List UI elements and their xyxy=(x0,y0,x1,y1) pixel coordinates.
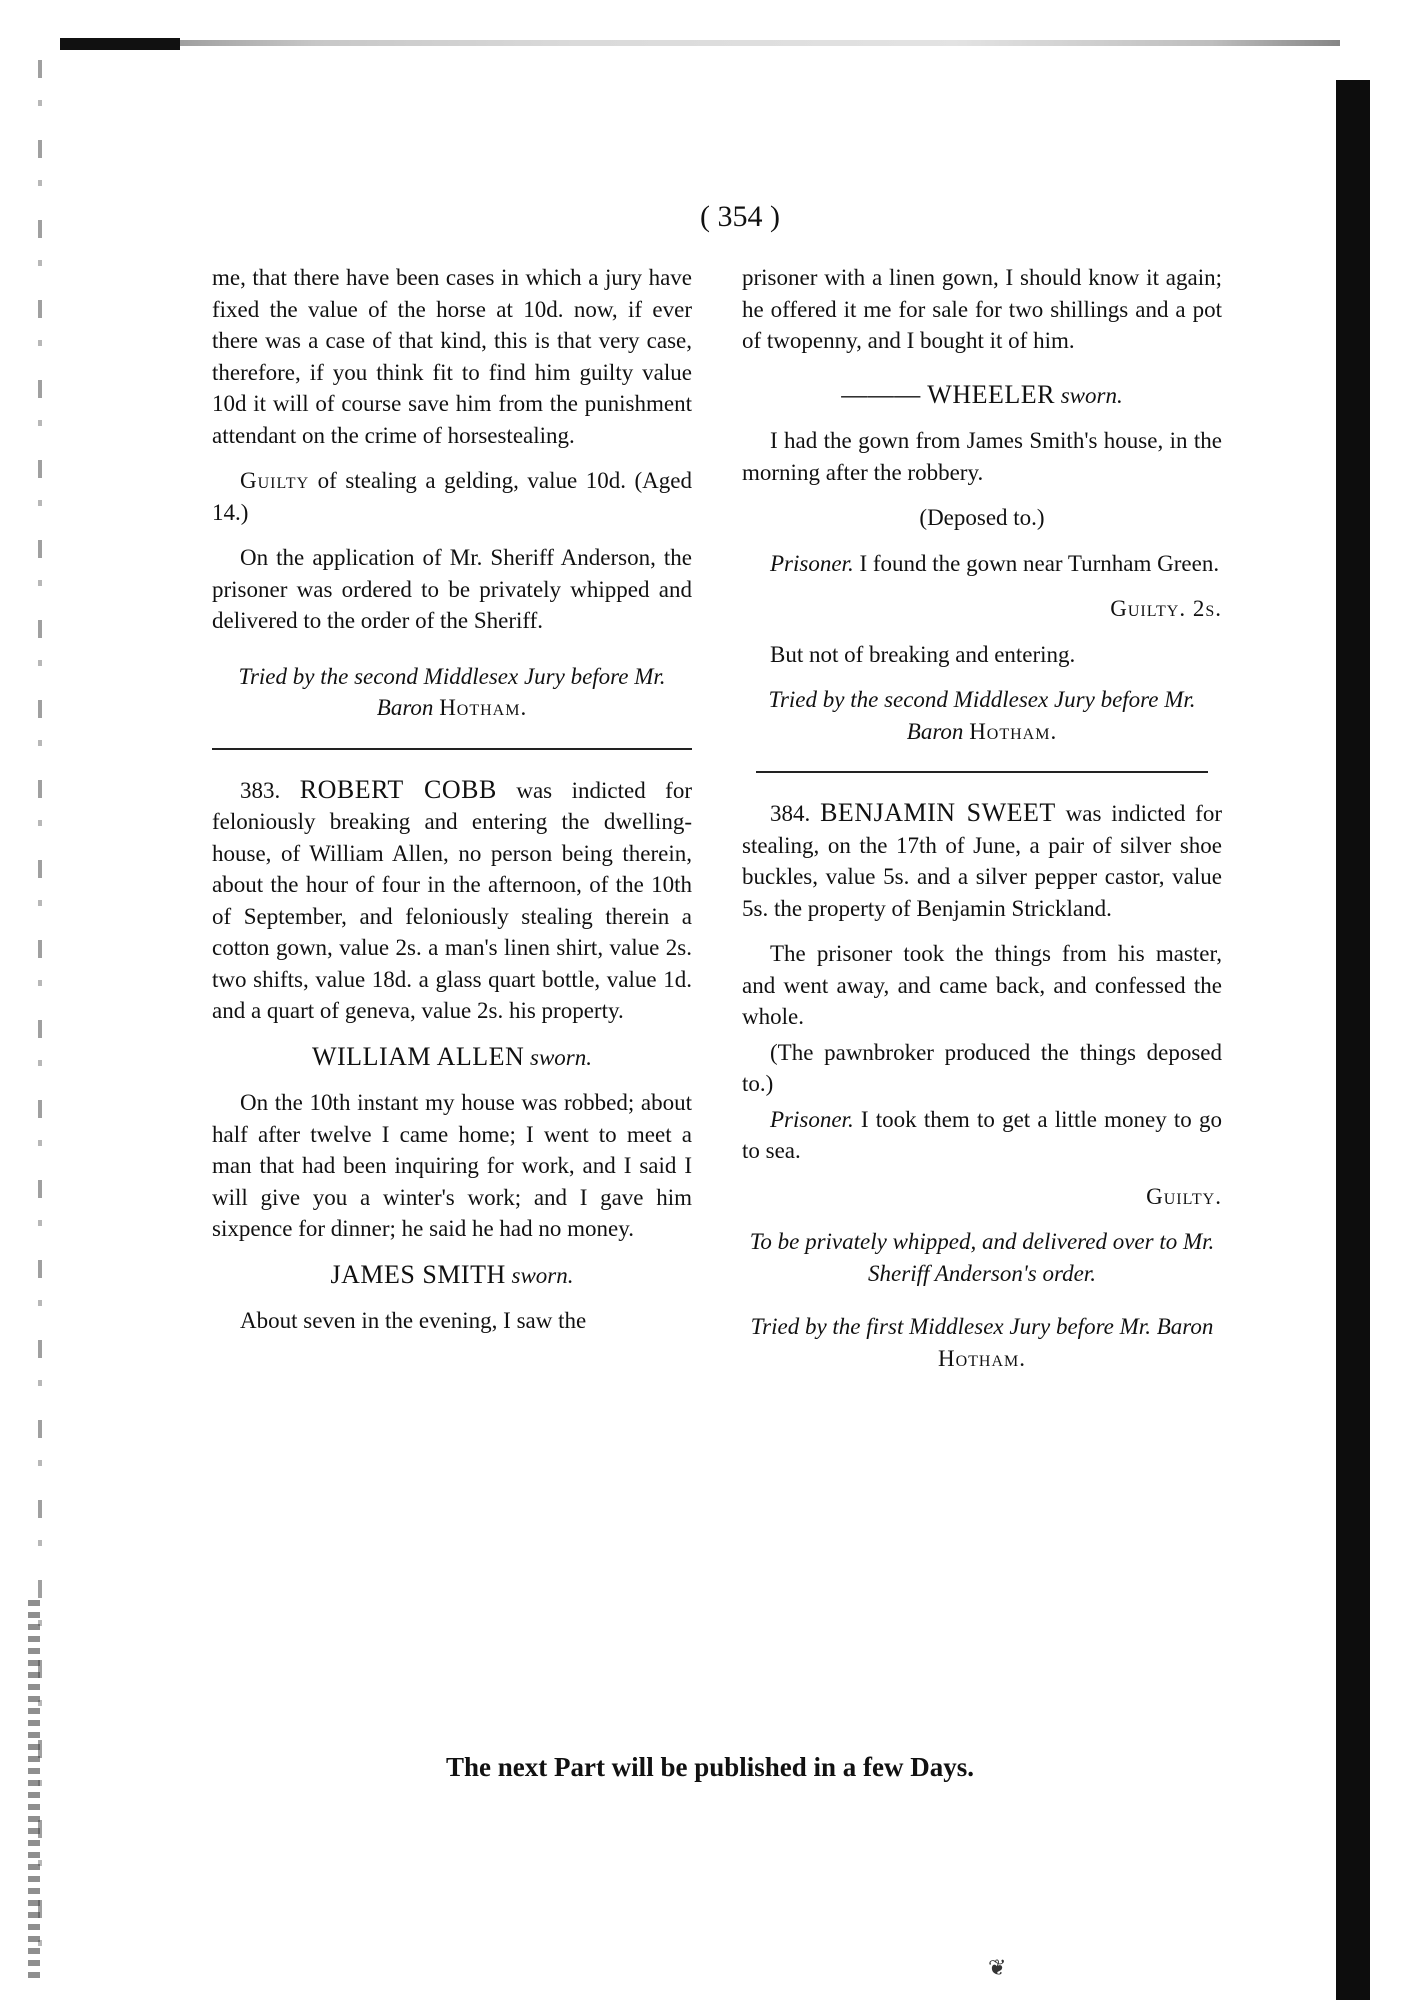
verdict-text: Guilty. xyxy=(1146,1183,1222,1209)
paragraph: The prisoner took the things from his master, and went away, and came back, and confessed the whole. xyxy=(742,941,1222,1029)
section-rule xyxy=(212,748,692,750)
next-part-notice: The next Part will be published in a few Days. xyxy=(445,1752,975,1782)
prisoner-label: Prisoner. xyxy=(770,550,854,576)
section-rule xyxy=(756,771,1207,773)
scan-left-binding xyxy=(28,1600,40,1980)
paragraph: prisoner with a linen gown, I should know it again; he offered it me for sale for two shillings and a pot of twopenny, and I bought it of him. xyxy=(742,265,1222,353)
verdict-text: Guilty. 2s. xyxy=(1110,596,1222,621)
case-number: 384. xyxy=(770,801,811,826)
case-text: was indicted for stealing, on the 17th of June, a pair of silver shoe buckles, value 5s. and a silver pepper castor, value 5s. the property of Benjamin Strickland. xyxy=(742,801,1222,921)
witness-heading xyxy=(212,1041,692,1074)
defendant-name: ROBERT COBB xyxy=(299,774,497,804)
verdict-word: Guilty xyxy=(240,468,310,493)
tried-by-note xyxy=(212,661,692,724)
witness-name: WILLIAM ALLEN xyxy=(311,1041,525,1071)
tried-by-text: Tried by the second Middlesex Jury before Mr. Baron xyxy=(238,663,666,720)
sworn-label: sworn. xyxy=(1060,382,1123,408)
case-number: 383. xyxy=(240,777,281,803)
prisoner-text: I found the gown near Turnham Green. xyxy=(853,550,1220,576)
tried-by-text: Tried by the first Middlesex Jury before Mr. Baron xyxy=(750,1314,1214,1339)
testimony: On the 10th instant my house was robbed; about half after twelve I came home; I went to meet a man that had been inquiring for work, and I said I will give you a winter's work; and I gave him sixpence for dinner; he said he had no money. xyxy=(212,1090,692,1241)
page-number: ( 354 ) xyxy=(700,200,780,233)
witness-heading xyxy=(212,1259,692,1292)
left-column xyxy=(212,262,692,1351)
verdict xyxy=(742,1181,1222,1213)
judge-name: Hotham. xyxy=(969,718,1058,744)
tried-by-text: Tried by the second Middlesex Jury before Mr. Baron xyxy=(768,687,1196,744)
sworn-label: sworn. xyxy=(530,1044,593,1070)
paragraph: On the application of Mr. Sheriff Anderson, the prisoner was ordered to be privately whipped and delivered to the order of the Sheriff. xyxy=(212,545,692,633)
verdict-paragraph xyxy=(212,465,692,528)
right-column xyxy=(742,262,1222,1388)
prisoner-statement xyxy=(742,548,1222,580)
scan-top-edge xyxy=(60,40,1340,46)
judge-name: Hotham. xyxy=(937,1345,1027,1371)
pawnbroker-note: (The pawnbroker produced the things deposed to.) xyxy=(742,1039,1222,1096)
scan-right-border xyxy=(1336,80,1370,2000)
tried-by-note xyxy=(742,684,1222,747)
witness-name: ——— WHEELER xyxy=(841,379,1055,409)
judge-name: Hotham. xyxy=(439,695,528,720)
prisoner-statement xyxy=(742,1104,1222,1167)
verdict-text: of stealing a gelding, value 10d. (Aged 14.) xyxy=(212,468,692,525)
sentence: To be privately whipped, and delivered over to Mr. Sheriff Anderson's order. xyxy=(749,1229,1215,1286)
testimony: About seven in the evening, I saw the xyxy=(240,1308,587,1333)
case-text: was indicted for feloniously breaking and entering the dwelling-house, of William Allen, no person being therein, about the hour of four in the afternoon, of the 10th of September, and feloniously stealing therein a cotton gown, value 2s. a man's linen shirt, value 2s. two shifts, value 18d. a glass quart bottle, value 1d. and a quart of geneva, value 2s. his property. xyxy=(212,777,692,1023)
sworn-label: sworn. xyxy=(511,1262,574,1288)
verdict xyxy=(742,593,1222,625)
witness-heading xyxy=(742,379,1222,412)
case-paragraph xyxy=(212,774,692,1027)
paragraph: me, that there have been cases in which a jury have fixed the value of the horse at 10d. now, if ever there was a case of that kind, this is that very case, therefore, if you think fit to find him guilty value 10d it will of course save him from the punishment attendant on the crime of horsestealing. xyxy=(212,265,692,448)
ornament-icon: ❦ xyxy=(988,1955,1007,1980)
prisoner-text: I took them to get a little money to go to sea. xyxy=(742,1106,1222,1163)
verdict-note: But not of breaking and entering. xyxy=(770,641,1076,667)
testimony: I had the gown from James Smith's house, in the morning after the robbery. xyxy=(742,428,1222,485)
deposed-note: (Deposed to.) xyxy=(919,505,1045,530)
defendant-name: BENJAMIN SWEET xyxy=(820,798,1056,827)
tried-by-note xyxy=(742,1311,1222,1374)
prisoner-label: Prisoner. xyxy=(770,1106,854,1132)
scan-top-mark xyxy=(60,38,180,50)
case-paragraph xyxy=(742,797,1222,924)
witness-name: JAMES SMITH xyxy=(330,1259,506,1289)
